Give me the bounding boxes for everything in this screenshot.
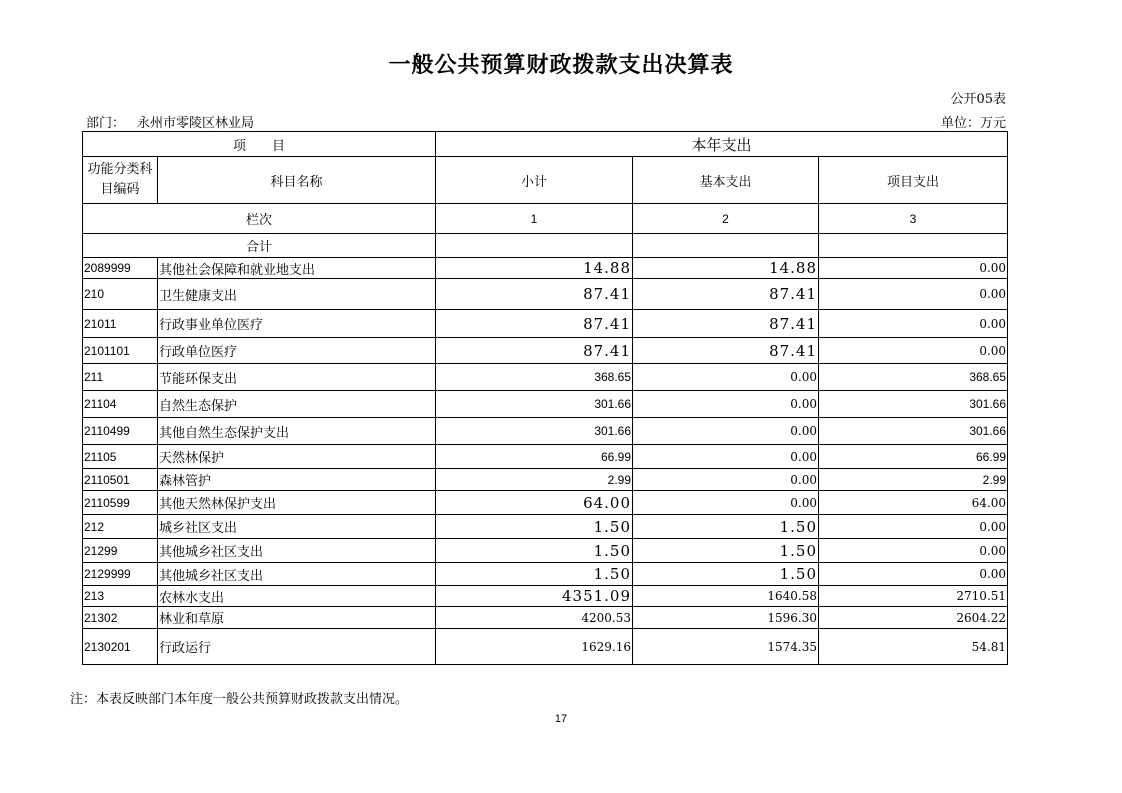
header-project: 项目支出 [819,157,1008,204]
row-subtotal: 87.41 [436,338,633,364]
row-subtotal: 1.50 [436,563,633,586]
row-subtotal: 66.99 [436,445,633,469]
table-row [83,338,1008,364]
row-basic: 0.00 [633,391,819,418]
unit-label: 单位：万元 [940,116,1006,131]
row-code: 2110599 [83,491,158,515]
header-row-1 [83,132,1008,157]
row-code: 2101101 [83,338,158,364]
row-subtotal: 301.66 [436,418,633,445]
row-project: 64.00 [819,491,1008,515]
row-project: 0.00 [819,279,1008,310]
row-basic: 0.00 [633,418,819,445]
row-code: 212 [83,515,158,539]
column-index-2: 2 [633,204,819,234]
total-basic [633,234,819,258]
row-subtotal: 368.65 [436,364,633,391]
table-row [83,445,1008,469]
row-code: 2110501 [83,469,158,491]
row-basic: 14.88 [633,258,819,279]
row-subtotal: 87.41 [436,310,633,338]
row-code: 210 [83,279,158,310]
row-subtotal: 4200.53 [436,607,633,629]
row-basic: 0.00 [633,469,819,491]
row-basic: 1.50 [633,563,819,586]
row-basic: 1.50 [633,515,819,539]
header-subtotal: 小计 [436,157,633,204]
row-project: 2604.22 [819,607,1008,629]
row-project: 0.00 [819,310,1008,338]
column-index-row [83,204,1008,234]
row-basic: 87.41 [633,338,819,364]
row-project: 0.00 [819,338,1008,364]
row-name: 节能环保支出 [158,364,436,391]
row-project: 301.66 [819,418,1008,445]
table-row [83,539,1008,563]
table-row [83,364,1008,391]
row-code: 211 [83,364,158,391]
row-project: 301.66 [819,391,1008,418]
row-basic: 1596.30 [633,607,819,629]
row-code: 213 [83,586,158,607]
row-project: 368.65 [819,364,1008,391]
row-name: 行政运行 [158,629,436,665]
expenditure-table [82,131,1008,665]
row-project: 0.00 [819,258,1008,279]
header-current-year: 本年支出 [436,132,1008,157]
header-basic: 基本支出 [633,157,819,204]
table-row [83,607,1008,629]
header-row-2 [83,157,1008,204]
row-code: 21299 [83,539,158,563]
table-row [83,258,1008,279]
table-row [83,310,1008,338]
total-project [819,234,1008,258]
total-label: 合计 [83,234,436,258]
column-index-3: 3 [819,204,1008,234]
row-code: 21302 [83,607,158,629]
department-label: 部门： [86,116,126,131]
table-row [83,491,1008,515]
row-code: 2130201 [83,629,158,665]
table-row [83,586,1008,607]
row-subtotal: 2.99 [436,469,633,491]
row-basic: 1.50 [633,539,819,563]
row-name: 林业和草原 [158,607,436,629]
row-name: 其他社会保障和就业地支出 [158,258,436,279]
row-code: 2089999 [83,258,158,279]
header-item: 项 目 [83,132,436,157]
row-project: 0.00 [819,515,1008,539]
row-subtotal: 4351.09 [436,586,633,607]
row-name: 自然生态保护 [158,391,436,418]
table-row [83,391,1008,418]
row-name: 其他天然林保护支出 [158,491,436,515]
row-name: 其他城乡社区支出 [158,563,436,586]
row-basic: 87.41 [633,310,819,338]
row-name: 行政事业单位医疗 [158,310,436,338]
form-number: 公开05表 [950,92,1006,107]
row-basic: 0.00 [633,491,819,515]
row-project: 54.81 [819,629,1008,665]
row-code: 21011 [83,310,158,338]
footnote: 注：本表反映部门本年度一般公共预算财政拨款支出情况。 [70,692,409,707]
row-subtotal: 64.00 [436,491,633,515]
row-project: 2.99 [819,469,1008,491]
table-row [83,279,1008,310]
column-index-label: 栏次 [83,204,436,234]
row-name: 卫生健康支出 [158,279,436,310]
column-index-1: 1 [436,204,633,234]
table-row [83,515,1008,539]
row-name: 城乡社区支出 [158,515,436,539]
row-code: 2129999 [83,563,158,586]
row-code: 2110499 [83,418,158,445]
row-name: 行政单位医疗 [158,338,436,364]
row-subtotal: 301.66 [436,391,633,418]
row-name: 其他城乡社区支出 [158,539,436,563]
row-project: 66.99 [819,445,1008,469]
page-title: 一般公共预算财政拨款支出决算表 [388,52,734,78]
row-project: 0.00 [819,539,1008,563]
row-basic: 1640.58 [633,586,819,607]
page-number: 17 [554,713,568,725]
row-basic: 1574.35 [633,629,819,665]
row-subtotal: 1.50 [436,539,633,563]
row-project: 0.00 [819,563,1008,586]
row-name: 其他自然生态保护支出 [158,418,436,445]
row-subtotal: 1.50 [436,515,633,539]
row-code: 21104 [83,391,158,418]
row-basic: 87.41 [633,279,819,310]
total-row [83,234,1008,258]
row-subtotal: 14.88 [436,258,633,279]
row-subtotal: 1629.16 [436,629,633,665]
row-subtotal: 87.41 [436,279,633,310]
row-name: 森林管护 [158,469,436,491]
row-name: 农林水支出 [158,586,436,607]
row-project: 2710.51 [819,586,1008,607]
row-code: 21105 [83,445,158,469]
table-row [83,418,1008,445]
header-code: 功能分类科目编码 [83,157,158,204]
table-row [83,629,1008,665]
header-name: 科目名称 [158,157,436,204]
total-subtotal [436,234,633,258]
row-basic: 0.00 [633,445,819,469]
row-name: 天然林保护 [158,445,436,469]
department-name: 永州市零陵区林业局 [137,116,255,131]
table-row [83,563,1008,586]
table-row [83,469,1008,491]
row-basic: 0.00 [633,364,819,391]
